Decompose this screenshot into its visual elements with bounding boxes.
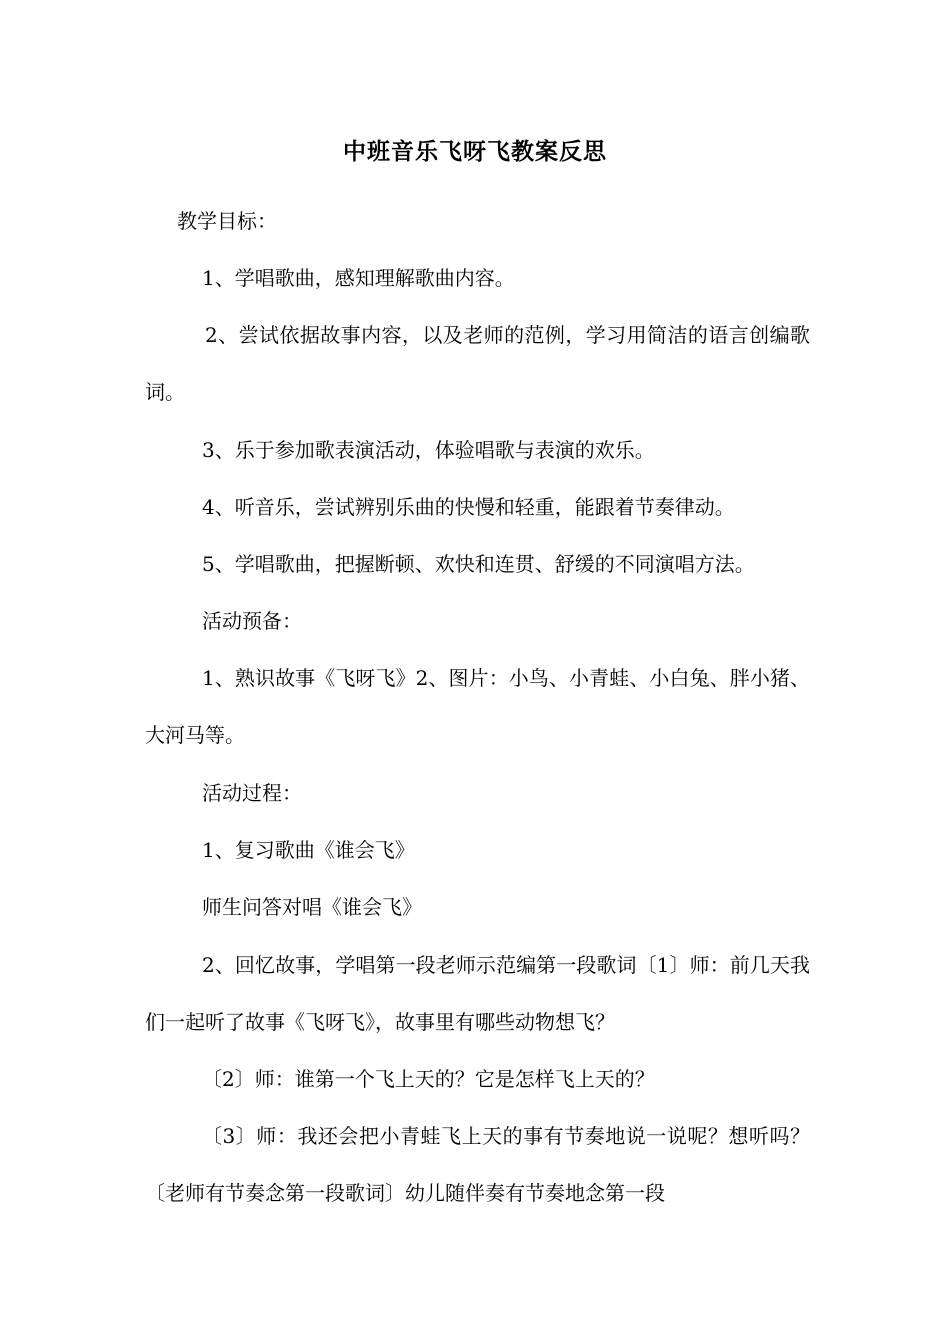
paragraph-process-dialogue: 师生问答对唱《谁会飞》	[202, 895, 422, 919]
paragraph-preparation-heading: 活动预备：	[202, 609, 302, 633]
paragraph-goal-5: 5、学唱歌曲，把握断顿、欢快和连贯、舒缓的不同演唱方法。	[202, 552, 755, 576]
paragraph-teaching-goals-heading: 教学目标：	[177, 209, 277, 233]
paragraph-goal-3: 3、乐于参加歌表演活动，体验唱歌与表演的欢乐。	[202, 438, 655, 462]
paragraph-goal-4: 4、听音乐，尝试辨别乐曲的快慢和轻重，能跟着节奏律动。	[202, 495, 735, 519]
paragraph-question-3: 〔3〕师：我还会把小青蛙飞上天的事有节奏地说一说呢？想听吗？〔老师有节奏念第一段歌词〕幼儿随伴奏有节奏地念第一段	[145, 1124, 810, 1205]
paragraph-process-step-2: 2、回忆故事，学唱第一段老师示范编第一段歌词〔1〕师：前几天我们一起听了故事《飞呀飞》，故事里有哪些动物想飞？	[145, 953, 810, 1034]
paragraph-preparation-items: 1、熟识故事《飞呀飞》2、图片：小鸟、小青蛙、小白兔、胖小猪、大河马等。	[145, 666, 810, 747]
paragraph-goal-2: 2、尝试依据故事内容，以及老师的范例，学习用简洁的语言创编歌词。	[145, 323, 810, 404]
paragraph-process-step-1: 1、复习歌曲《谁会飞》	[202, 838, 415, 862]
document-title: 中班音乐飞呀飞教案反思	[343, 138, 607, 165]
paragraph-goal-1: 1、学唱歌曲，感知理解歌曲内容。	[202, 266, 515, 290]
paragraph-question-2: 〔2〕师：谁第一个飞上天的？它是怎样飞上天的？	[202, 1067, 655, 1091]
paragraph-process-heading: 活动过程：	[202, 781, 302, 805]
